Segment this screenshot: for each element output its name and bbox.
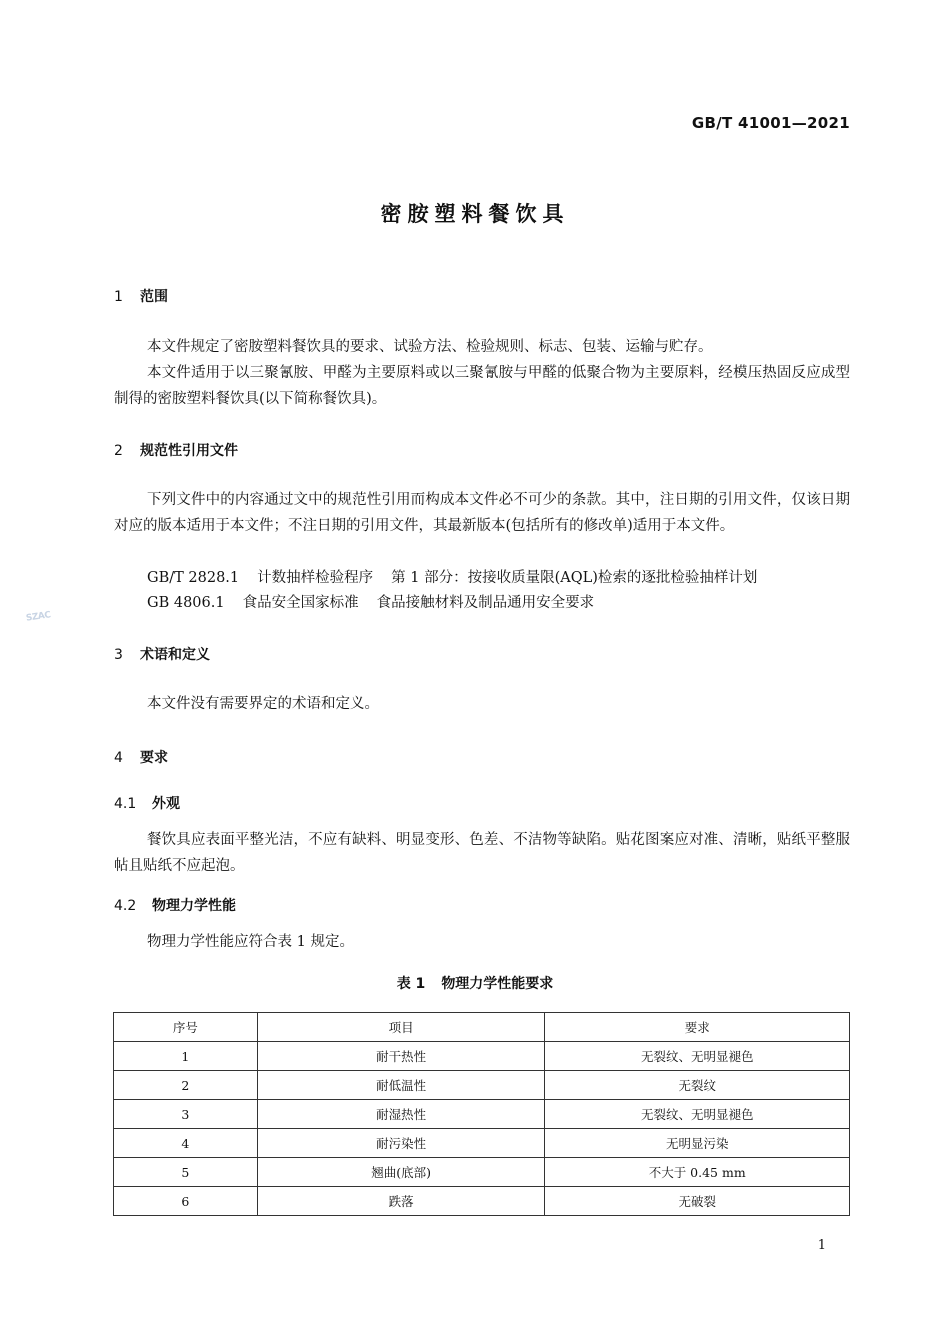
table-cell-seq: 1 xyxy=(114,1042,258,1071)
table-caption xyxy=(0,973,950,993)
section-title: 要求 xyxy=(140,750,168,766)
table-cell-item: 翘曲(底部) xyxy=(257,1158,545,1187)
requirements-table xyxy=(113,1012,850,1216)
reference-code: GB/T 2828.1 xyxy=(147,570,240,586)
table-cell-seq: 2 xyxy=(114,1071,258,1100)
table-cell-requirement: 无裂纹 xyxy=(545,1071,850,1100)
table-cell-seq: 6 xyxy=(114,1187,258,1216)
section-title: 术语和定义 xyxy=(140,647,210,663)
section-3-paragraph-1: 本文件没有需要界定的术语和定义。 xyxy=(147,696,379,712)
table-row xyxy=(114,1042,850,1071)
reference-item xyxy=(147,590,594,616)
table-cell-item: 耐低温性 xyxy=(257,1071,545,1100)
section-number: 4.2 xyxy=(114,898,137,914)
section-4-heading xyxy=(114,747,168,767)
section-title: 规范性引用文件 xyxy=(140,443,238,459)
section-1-paragraph-2: 本文件适用于以三聚氰胺、甲醛为主要原料或以三聚氰胺与甲醛的低聚合物为主要原料，经模压热固反应成型制得的密胺塑料餐饮具(以下简称餐饮具)。 xyxy=(114,365,850,407)
section-2-paragraph-1: 下列文件中的内容通过文中的规范性引用而构成本文件必不可少的条款。其中，注日期的引用文件，仅该日期对应的版本适用于本文件；不注日期的引用文件，其最新版本(包括所有的修改单)适用于本文件。 xyxy=(114,492,850,534)
table-cell-seq: 3 xyxy=(114,1100,258,1129)
table-caption-title: 物理力学性能要求 xyxy=(441,976,554,992)
table-row xyxy=(114,1071,850,1100)
table-header-row xyxy=(114,1013,850,1042)
column-header-seq: 序号 xyxy=(114,1013,258,1042)
section-3-heading xyxy=(114,644,210,664)
section-number: 3 xyxy=(114,647,123,663)
reference-part: 第 1 部分：按接收质量限(AQL)检索的逐批检验抽样计划 xyxy=(391,570,758,586)
section-number: 2 xyxy=(114,443,123,459)
page-number: 1 xyxy=(817,1238,826,1253)
column-header-requirement: 要求 xyxy=(545,1013,850,1042)
table-cell-seq: 5 xyxy=(114,1158,258,1187)
section-title: 外观 xyxy=(152,796,180,812)
section-number: 4 xyxy=(114,750,123,766)
section-4-1-paragraph: 餐饮具应表面平整光洁，不应有缺料、明显变形、色差、不洁物等缺陷。贴花图案应对准、清晰，贴纸平整服帖且贴纸不应起泡。 xyxy=(114,832,850,874)
table-cell-item: 跌落 xyxy=(257,1187,545,1216)
table-cell-requirement: 不大于 0.45 mm xyxy=(545,1158,850,1187)
table-cell-requirement: 无明显污染 xyxy=(545,1129,850,1158)
table-row xyxy=(114,1129,850,1158)
table-cell-requirement: 无破裂 xyxy=(545,1187,850,1216)
section-title: 物理力学性能 xyxy=(152,898,236,914)
section-1-heading xyxy=(114,286,168,306)
reference-name: 计数抽样检验程序 xyxy=(257,570,374,586)
reference-part: 食品接触材料及制品通用安全要求 xyxy=(376,595,595,611)
table-row xyxy=(114,1187,850,1216)
table-row xyxy=(114,1100,850,1129)
table-cell-requirement: 无裂纹、无明显褪色 xyxy=(545,1100,850,1129)
section-number: 4.1 xyxy=(114,796,137,812)
standard-code: GB/T 41001—2021 xyxy=(691,114,850,132)
table-cell-seq: 4 xyxy=(114,1129,258,1158)
table-caption-number: 表 1 xyxy=(396,976,426,992)
reference-code: GB 4806.1 xyxy=(147,595,225,611)
reference-item xyxy=(147,565,757,591)
table-cell-item: 耐湿热性 xyxy=(257,1100,545,1129)
table-row xyxy=(114,1158,850,1187)
section-4-1-heading xyxy=(114,793,180,813)
table-cell-requirement: 无裂纹、无明显褪色 xyxy=(545,1042,850,1071)
document-title: 密胺塑料餐饮具 xyxy=(380,202,570,226)
watermark-logo: SZAC xyxy=(25,610,52,624)
table-cell-item: 耐污染性 xyxy=(257,1129,545,1158)
section-2-heading xyxy=(114,440,238,460)
column-header-item: 项目 xyxy=(257,1013,545,1042)
reference-name: 食品安全国家标准 xyxy=(242,595,359,611)
section-number: 1 xyxy=(114,289,123,305)
table-cell-item: 耐干热性 xyxy=(257,1042,545,1071)
section-4-2-heading xyxy=(114,895,236,915)
section-4-2-paragraph: 物理力学性能应符合表 1 规定。 xyxy=(147,934,354,950)
section-title: 范围 xyxy=(140,289,168,305)
section-1-paragraph-1: 本文件规定了密胺塑料餐饮具的要求、试验方法、检验规则、标志、包装、运输与贮存。 xyxy=(147,339,713,355)
